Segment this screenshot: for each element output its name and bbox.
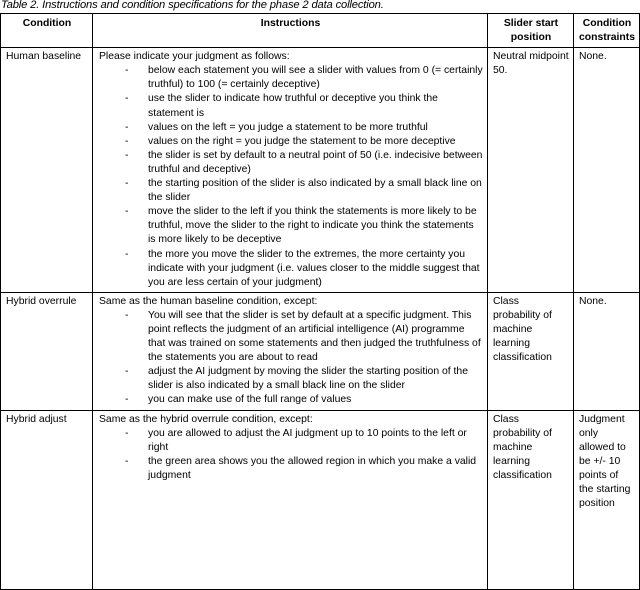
- instructions-bullet-list: [98, 309, 483, 408]
- table-body: [1, 48, 640, 590]
- bullet-dash-icon: -: [125, 427, 129, 439]
- bullet-dash-icon: -: [125, 366, 129, 378]
- cell-condition-constraints: Judgment only allowed to be +/- 10 points of the starting position: [574, 410, 640, 589]
- bullet-dash-icon: -: [125, 65, 129, 77]
- bullet-dash-icon: -: [125, 121, 129, 133]
- bullet-dash-icon: -: [125, 149, 129, 161]
- list-item: [98, 309, 483, 365]
- condition-specifications-table: [0, 13, 640, 590]
- list-item: [98, 365, 483, 393]
- cell-slider-start-position: Class probability of machine learning classification: [488, 292, 574, 410]
- bullet-dash-icon: -: [125, 248, 129, 260]
- bullet-dash-icon: -: [125, 178, 129, 190]
- bullet-dash-icon: -: [125, 135, 129, 147]
- list-item-text: move the slider to the left if you think the statements is more likely to be truthful, move the slider to the right to indicate you think the statements is more likely to be deceptive: [148, 206, 477, 246]
- bullet-dash-icon: -: [125, 394, 129, 406]
- list-item-text: you can make use of the full range of values: [148, 394, 352, 406]
- list-item: [98, 455, 483, 483]
- cell-slider-start-position: Neutral midpoint 50.: [488, 48, 574, 293]
- list-item-text: the starting position of the slider is also indicated by a small black line on the slider: [148, 178, 482, 204]
- instructions-lead: Please indicate your judgment as follows:: [99, 51, 290, 63]
- column-header-instructions: Instructions: [93, 14, 488, 48]
- list-item: [98, 135, 483, 149]
- list-item: [98, 205, 483, 247]
- bullet-dash-icon: -: [125, 206, 129, 218]
- cell-instructions: [93, 292, 488, 410]
- cell-slider-start-position: Class probability of machine learning classification: [488, 410, 574, 589]
- list-item-text: you are allowed to adjust the AI judgment up to 10 points to the left or right: [148, 427, 467, 453]
- list-item-text: the green area shows you the allowed region in which you make a valid judgment: [148, 455, 477, 481]
- list-item: [98, 121, 483, 135]
- cell-condition-name: Hybrid adjust: [1, 410, 93, 589]
- cell-instructions: [93, 410, 488, 589]
- list-item: [98, 427, 483, 455]
- list-item: [98, 393, 483, 407]
- list-item-text: use the slider to indicate how truthful or deceptive you think the statement is: [148, 93, 438, 119]
- instructions-lead: Same as the human baseline condition, except:: [99, 295, 318, 307]
- column-header-slider-start-position: Slider start position: [488, 14, 574, 48]
- table-row: [1, 410, 640, 589]
- row-spacer: [98, 483, 483, 587]
- cell-condition-name: Human baseline: [1, 48, 93, 293]
- list-item: [98, 149, 483, 177]
- list-item: [98, 177, 483, 205]
- list-item: [98, 248, 483, 290]
- cell-instructions: [93, 48, 488, 293]
- list-item-text: below each statement you will see a slider with values from 0 (= certainly truthful) to 100 (= certainly deceptive): [148, 65, 483, 91]
- cell-condition-constraints: None.: [574, 48, 640, 293]
- instructions-bullet-list: [98, 427, 483, 483]
- list-item-text: the slider is set by default to a neutral point of 50 (i.e. indecisive between truthful and deceptive): [148, 149, 483, 175]
- list-item-text: values on the left = you judge a statement to be more truthful: [148, 121, 428, 133]
- bullet-dash-icon: -: [125, 455, 129, 467]
- table-header-row: [1, 14, 640, 48]
- table-row: [1, 292, 640, 410]
- list-item-text: values on the right = you judge the statement to be more deceptive: [148, 135, 456, 147]
- table-caption: Table 2. Instructions and condition specifications for the phase 2 data collection.: [1, 0, 384, 11]
- cell-condition-constraints: None.: [574, 292, 640, 410]
- list-item-text: the more you move the slider to the extremes, the more certainty you indicate with your judgment (i.e. values closer to the middle suggest that you are less certain of your judgment): [148, 248, 480, 288]
- bullet-dash-icon: -: [125, 93, 129, 105]
- list-item: [98, 64, 483, 92]
- list-item: [98, 92, 483, 120]
- bullet-dash-icon: -: [125, 309, 129, 321]
- instructions-bullet-list: [98, 64, 483, 290]
- list-item-text: You will see that the slider is set by default at a specific judgment. This point reflects the judgment of an artificial intelligence (AI) programme that was trained on some statements and then judged the truthfulness of the statements you are about to read: [148, 309, 481, 364]
- table-row: [1, 48, 640, 293]
- column-header-condition: Condition: [1, 14, 93, 48]
- table-header: [1, 14, 640, 48]
- column-header-condition-constraints: Condition constraints: [574, 14, 640, 48]
- list-item-text: adjust the AI judgment by moving the slider the starting position of the slider is also indicated by a small black line on the slider: [148, 366, 468, 392]
- cell-condition-name: Hybrid overrule: [1, 292, 93, 410]
- instructions-lead: Same as the hybrid overrule condition, except:: [99, 413, 313, 425]
